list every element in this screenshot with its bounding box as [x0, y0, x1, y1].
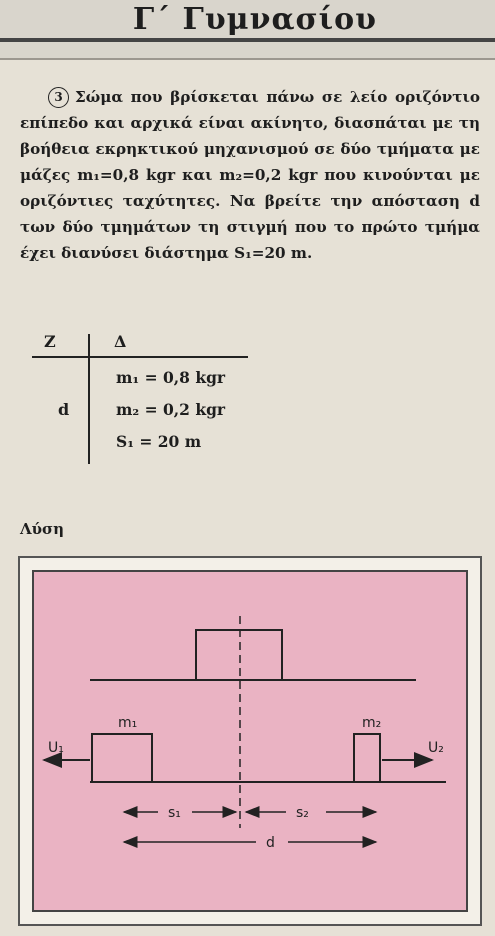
find-value: d — [58, 400, 70, 419]
diagram-panel — [32, 570, 468, 912]
label-m2: m₂ — [362, 715, 382, 731]
table-vertical-line — [88, 334, 90, 464]
explosion-diagram — [34, 572, 466, 910]
initial-body — [196, 630, 282, 680]
page-header — [0, 0, 495, 60]
given-table — [0, 326, 495, 476]
table-horizontal-line — [32, 356, 248, 358]
find-header: Ζ — [44, 332, 56, 351]
fragment-m2 — [354, 734, 380, 782]
given-row-m2: m₂ = 0,2 kgr — [116, 400, 226, 419]
label-d: d — [266, 835, 275, 851]
label-s1: s₁ — [168, 805, 181, 821]
given-row-s1: S₁ = 20 m — [116, 432, 202, 451]
diagram-frame — [18, 556, 482, 926]
solution-label: Λύση — [20, 520, 65, 538]
problem-text: Σώμα που βρίσκεται πάνω σε λείο οριζόντιο επίπεδο και αρχικά είναι ακίνητο, διασπάται με τη βοήθεια εκρηκτικού μηχανισμού σε δύο τμήματα με μάζες m₁=0,8 kgr και m₂=0,2 kgr που κινούνται με οριζόντιες ταχύτητες. Να βρείτε την απόσταση d των δύο τμημάτων τη στιγμή που το πρώτο τμήμα έχει διανύσει διάστημα S₁=20 m. — [20, 88, 480, 262]
problem-number: 3 — [48, 87, 69, 108]
given-header: Δ — [114, 332, 127, 351]
label-m1: m₁ — [118, 715, 138, 731]
label-s2: s₂ — [296, 805, 309, 821]
label-u2: U₂ — [428, 740, 444, 756]
problem-statement — [20, 84, 480, 266]
given-row-m1: m₁ = 0,8 kgr — [116, 368, 226, 387]
page-title: Γ΄ Γυμνασίου — [125, 2, 385, 37]
fragment-m1 — [92, 734, 152, 782]
header-rule — [0, 38, 495, 42]
label-u1: U₁ — [48, 740, 64, 756]
